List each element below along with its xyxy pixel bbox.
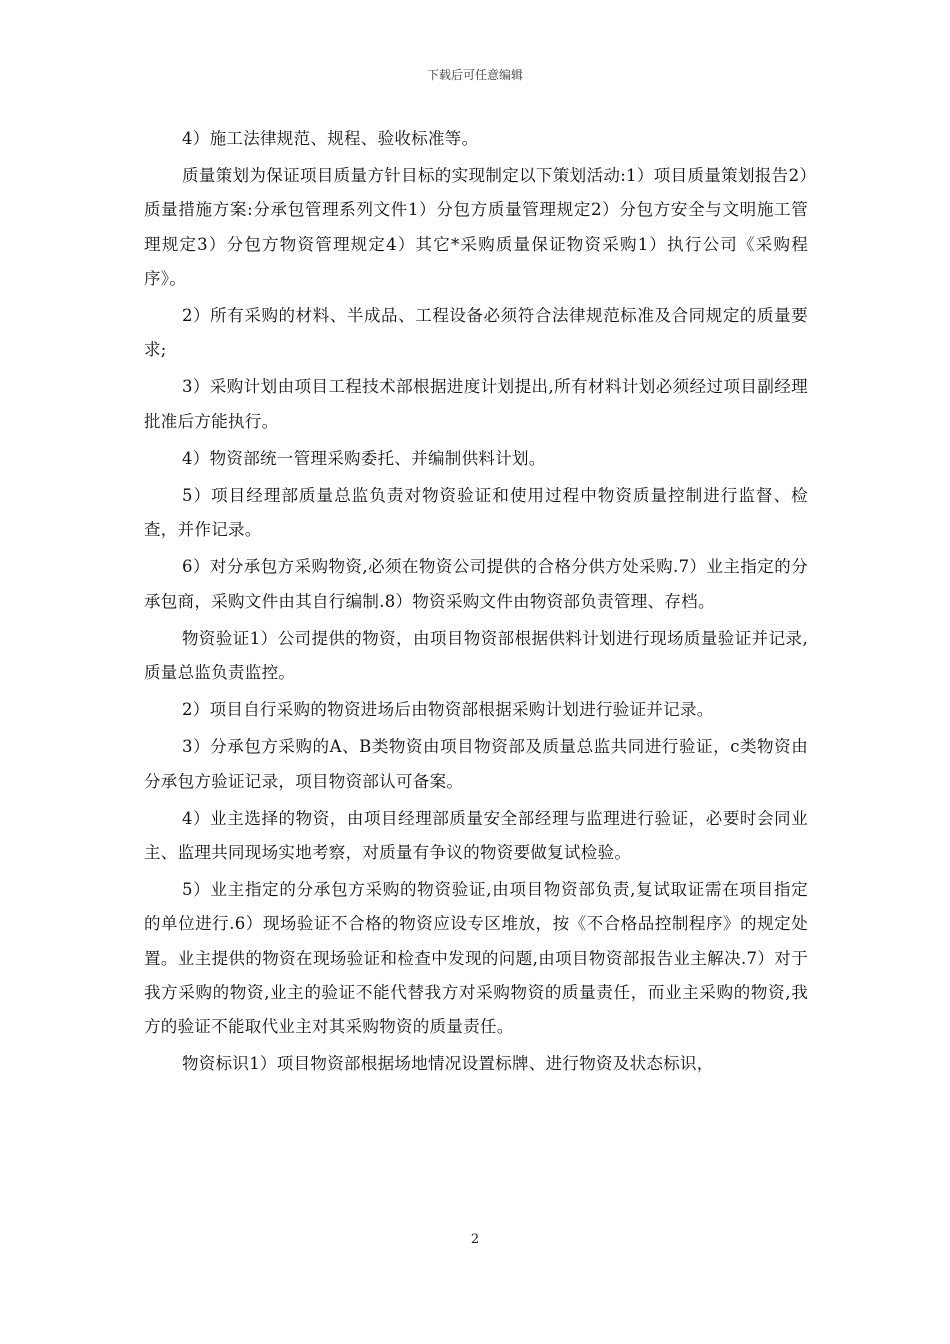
paragraph: 4）业主选择的物资，由项目经理部质量安全部经理与监理进行验证，必要时会同业主、监理共同现场实地考察，对质量有争议的物资要做复试检验。 bbox=[144, 808, 808, 863]
paragraph: 2）项目自行采购的物资进场后由物资部根据采购计划进行验证并记录。 bbox=[182, 700, 714, 720]
paragraph: 5）业主指定的分承包方采购的物资验证,由项目物资部负责,复试取证需在项目指定的单位进行.6）现场验证不合格的物资应设专区堆放，按《不合格品控制程序》的规定处置。业主提供的物资在现场验证和检查中发现的问题,由项目物资部报告业主解决.7）对于我方采购的物资,业主的验证不能代替我方对采购物资的质量责任，而业主采购的物资,我方的验证不能取代业主对其采购物资的质量责任。 bbox=[144, 880, 808, 1037]
page-header: 下载后可任意编辑 bbox=[426, 68, 523, 82]
paragraph: 物资验证1）公司提供的物资，由项目物资部根据供料计划进行现场质量验证并记录,质量总监负责监控。 bbox=[144, 628, 808, 683]
paragraph: 质量策划为保证项目质量方针目标的实现制定以下策划活动:1）项目质量策划报告2）质量措施方案:分承包管理系列文件1）分包方质量管理规定2）分包方安全与文明施工管理规定3）分包方物资管理规定4）其它*采购质量保证物资采购1）执行公司《采购程序》。 bbox=[144, 166, 808, 288]
document-body bbox=[144, 122, 808, 1084]
paragraph: 3）采购计划由项目工程技术部根据进度计划提出,所有材料计划必须经过项目副经理批准后方能执行。 bbox=[144, 377, 808, 431]
paragraph: 5）项目经理部质量总监负责对物资验证和使用过程中物资质量控制进行监督、检查，并作记录。 bbox=[144, 486, 808, 540]
paragraph: 2）所有采购的材料、半成品、工程设备必须符合法律规范标准及合同规定的质量要求; bbox=[144, 306, 808, 360]
paragraph: 4）施工法律规范、规程、验收标准等。 bbox=[182, 129, 479, 148]
paragraph: 物资标识1）项目物资部根据场地情况设置标牌、进行物资及状态标识， bbox=[182, 1054, 714, 1074]
paragraph: 3）分承包方采购的A、B类物资由项目物资部及质量总监共同进行验证，c类物资由分承包方验证记录，项目物资部认可备案。 bbox=[144, 737, 808, 791]
page-number: 2 bbox=[470, 1232, 480, 1247]
paragraph: 6）对分承包方采购物资,必须在物资公司提供的合格分供方处采购.7）业主指定的分承包商，采购文件由其自行编制.8）物资采购文件由物资部负责管理、存档。 bbox=[144, 557, 808, 611]
paragraph: 4）物资部统一管理采购委托、并编制供料计划。 bbox=[182, 448, 546, 468]
